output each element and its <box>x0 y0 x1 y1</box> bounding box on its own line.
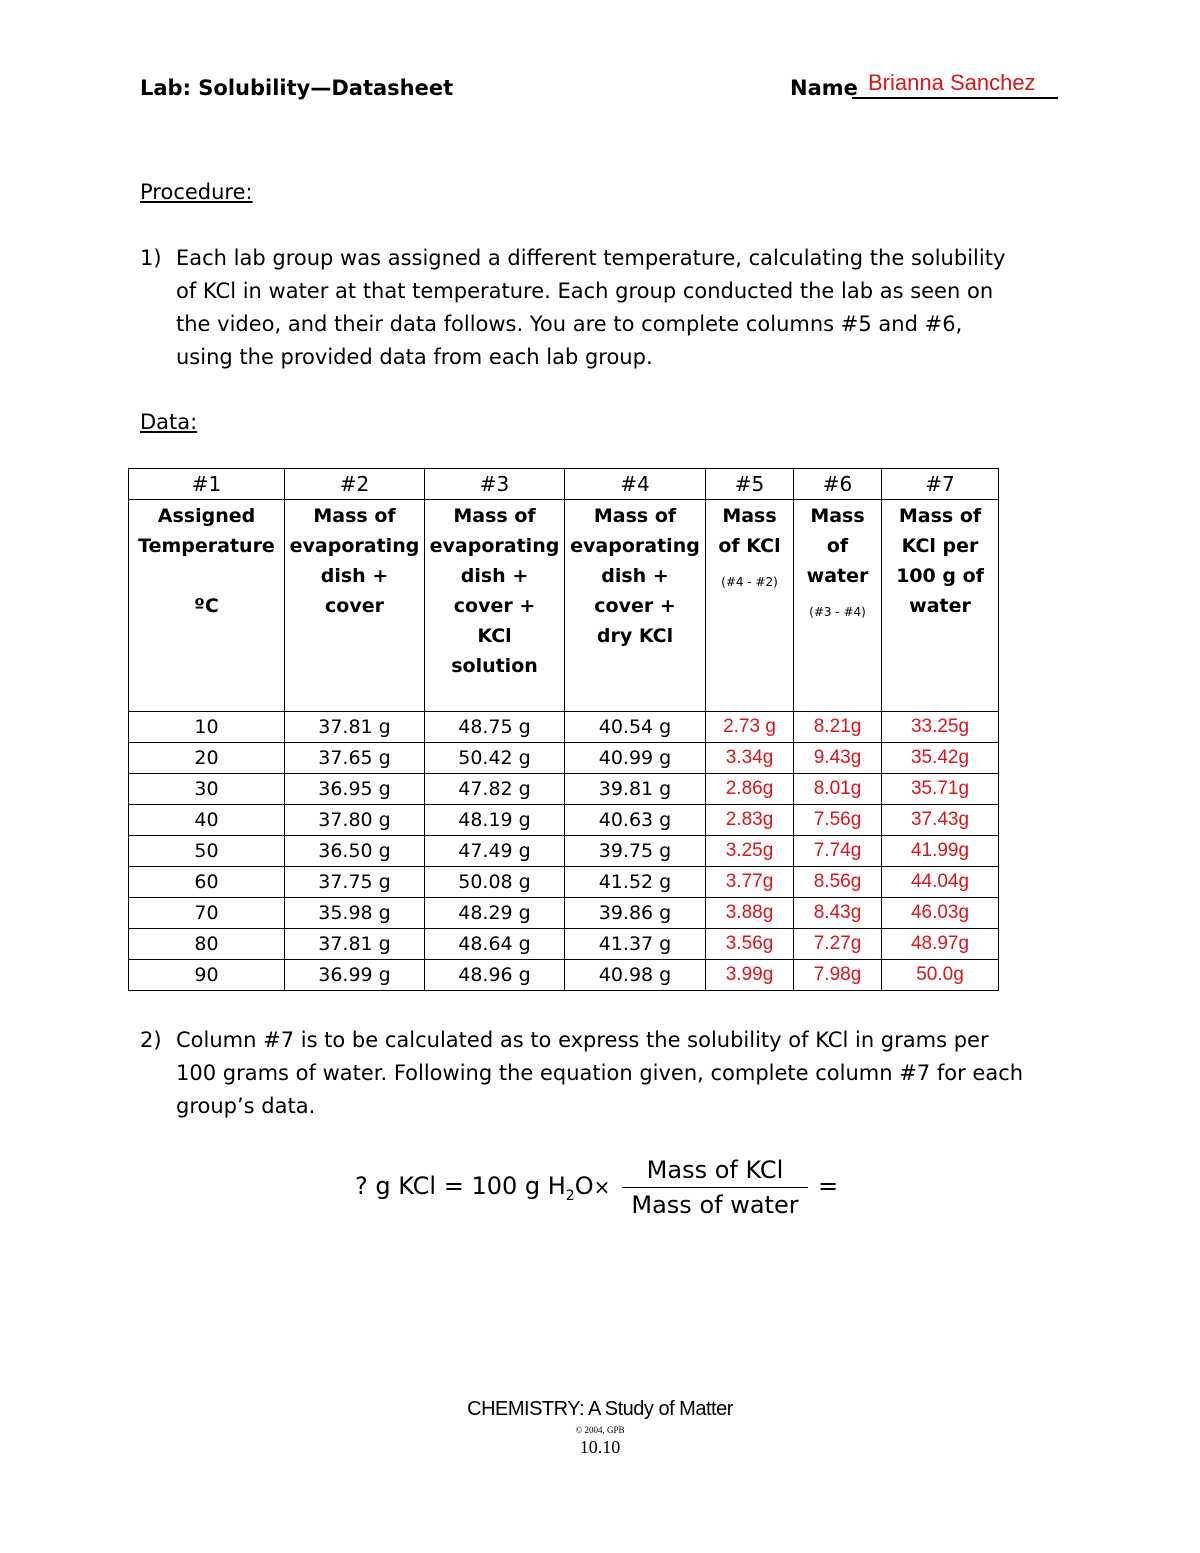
equation-subscript: 2 <box>565 1187 575 1204</box>
temperature-cell: 10 <box>129 712 285 743</box>
dish-cover-mass-cell: 37.65 g <box>285 743 425 774</box>
solution-mass-cell: 50.08 g <box>425 867 565 898</box>
solution-mass-cell: 48.96 g <box>425 960 565 991</box>
column-number: #1 <box>129 469 285 500</box>
kcl-per-100g-answer: 35.42g <box>882 743 999 774</box>
solution-mass-cell: 47.49 g <box>425 836 565 867</box>
step-2-line: group’s data. <box>176 1094 316 1118</box>
water-mass-answer: 8.56g <box>794 867 882 898</box>
column-header-line: Mass of <box>453 505 536 527</box>
kcl-per-100g-answer: 37.43g <box>882 805 999 836</box>
dry-kcl-mass-cell: 40.54 g <box>565 712 706 743</box>
table-row <box>129 712 999 743</box>
column-number: #7 <box>882 469 999 500</box>
column-header-line: Mass of <box>313 505 396 527</box>
dish-cover-mass-cell: 35.98 g <box>285 898 425 929</box>
step-1-line: the video, and their data follows. You are to complete columns #5 and #6, <box>176 312 963 336</box>
column-header <box>565 500 706 712</box>
step-2-number: 2) <box>140 1028 162 1052</box>
kcl-mass-answer: 3.34g <box>706 743 794 774</box>
column-header <box>129 500 285 712</box>
step-1-line: using the provided data from each lab group. <box>176 345 653 369</box>
column-header-line: Mass <box>810 505 865 527</box>
dish-cover-mass-cell: 37.75 g <box>285 867 425 898</box>
column-number-row <box>129 469 999 500</box>
column-header-line: of <box>826 535 849 557</box>
step-2-text <box>176 1024 1076 1123</box>
equation-fraction <box>622 1156 808 1219</box>
kcl-per-100g-answer: 41.99g <box>882 836 999 867</box>
dry-kcl-mass-cell: 39.81 g <box>565 774 706 805</box>
table-row <box>129 929 999 960</box>
temperature-cell: 70 <box>129 898 285 929</box>
step-1-line: Each lab group was assigned a different temperature, calculating the solubility <box>176 246 1006 270</box>
table-row <box>129 774 999 805</box>
step-1-number: 1) <box>140 246 162 270</box>
solution-mass-cell: 48.75 g <box>425 712 565 743</box>
column-header-line: cover <box>325 595 384 617</box>
fraction-numerator: Mass of KCl <box>622 1156 808 1188</box>
column-header-line: dish + <box>601 565 669 587</box>
lab-title: Lab: Solubility—Datasheet <box>140 76 454 100</box>
water-mass-answer: 7.27g <box>794 929 882 960</box>
column-header-line: of KCl <box>718 535 781 557</box>
kcl-per-100g-answer: 33.25g <box>882 712 999 743</box>
kcl-per-100g-answer: 48.97g <box>882 929 999 960</box>
step-2-line: Column #7 is to be calculated as to express the solubility of KCl in grams per <box>176 1028 989 1052</box>
column-header-line: Mass of <box>593 505 677 527</box>
equation-times: × <box>593 1175 611 1199</box>
water-mass-answer: 7.56g <box>794 805 882 836</box>
column-header-line <box>129 561 284 591</box>
column-header-line: water <box>806 565 869 587</box>
step-1-line: of KCl in water at that temperature. Each group conducted the lab as seen on <box>176 279 994 303</box>
column-header <box>794 500 882 712</box>
step-2-line: 100 grams of water. Following the equation given, complete column #7 for each <box>176 1061 1024 1085</box>
equation-equals: = <box>818 1172 839 1200</box>
column-header <box>285 500 425 712</box>
kcl-per-100g-answer: 50.0g <box>882 960 999 991</box>
footer-page-number: 10.10 <box>579 1437 621 1457</box>
dry-kcl-mass-cell: 39.75 g <box>565 836 706 867</box>
dry-kcl-mass-cell: 41.52 g <box>565 867 706 898</box>
water-mass-answer: 8.21g <box>794 712 882 743</box>
water-mass-answer: 7.98g <box>794 960 882 991</box>
kcl-per-100g-answer: 46.03g <box>882 898 999 929</box>
column-header-line: solution <box>451 655 538 677</box>
dish-cover-mass-cell: 36.95 g <box>285 774 425 805</box>
temperature-cell: 20 <box>129 743 285 774</box>
column-header-line: ºC <box>194 595 219 617</box>
column-number: #6 <box>794 469 882 500</box>
solution-mass-cell: 48.19 g <box>425 805 565 836</box>
kcl-mass-answer: 2.83g <box>706 805 794 836</box>
temperature-cell: 90 <box>129 960 285 991</box>
name-label: Name <box>790 76 858 100</box>
column-header-line: Mass <box>722 505 777 527</box>
kcl-mass-answer: 2.73 g <box>706 712 794 743</box>
temperature-cell: 50 <box>129 836 285 867</box>
student-name: Brianna Sanchez <box>868 70 1036 95</box>
column-header-line: KCl per <box>901 535 979 557</box>
name-underline <box>852 97 1058 99</box>
temperature-cell: 80 <box>129 929 285 960</box>
water-mass-answer: 9.43g <box>794 743 882 774</box>
kcl-per-100g-answer: 35.71g <box>882 774 999 805</box>
kcl-mass-answer: 3.99g <box>706 960 794 991</box>
column-header-line: cover + <box>453 595 536 617</box>
column-header-line: Temperature <box>138 535 275 557</box>
equation-lhs-text: ? g KCl = 100 g H <box>355 1172 566 1200</box>
solution-mass-cell: 48.29 g <box>425 898 565 929</box>
footer-book-title: CHEMISTRY: A Study of Matter <box>467 1398 733 1420</box>
solution-mass-cell: 48.64 g <box>425 929 565 960</box>
column-header-line: evaporating <box>570 535 700 557</box>
kcl-per-100g-answer: 44.04g <box>882 867 999 898</box>
dry-kcl-mass-cell: 39.86 g <box>565 898 706 929</box>
column-header-line: dish + <box>460 565 529 587</box>
dish-cover-mass-cell: 37.81 g <box>285 712 425 743</box>
table-row <box>129 960 999 991</box>
dry-kcl-mass-cell: 40.98 g <box>565 960 706 991</box>
column-header-line: dish + <box>320 565 389 587</box>
dish-cover-mass-cell: 37.80 g <box>285 805 425 836</box>
data-heading: Data: <box>140 410 198 434</box>
dry-kcl-mass-cell: 40.63 g <box>565 805 706 836</box>
table-row <box>129 836 999 867</box>
temperature-cell: 30 <box>129 774 285 805</box>
column-header <box>425 500 565 712</box>
dish-cover-mass-cell: 36.50 g <box>285 836 425 867</box>
column-header-line: evaporating <box>429 535 560 557</box>
dish-cover-mass-cell: 36.99 g <box>285 960 425 991</box>
kcl-mass-answer: 3.25g <box>706 836 794 867</box>
column-header-line: cover + <box>594 595 676 617</box>
column-number: #3 <box>425 469 565 500</box>
data-table <box>128 468 999 991</box>
table-row <box>129 805 999 836</box>
kcl-mass-answer: 3.77g <box>706 867 794 898</box>
column-header-line: KCl <box>477 625 512 647</box>
fraction-denominator: Mass of water <box>631 1191 799 1219</box>
solution-mass-cell: 50.42 g <box>425 743 565 774</box>
kcl-mass-answer: 2.86g <box>706 774 794 805</box>
water-mass-answer: 8.01g <box>794 774 882 805</box>
equation-lhs-o: O <box>574 1172 594 1200</box>
dry-kcl-mass-cell: 41.37 g <box>565 929 706 960</box>
column-header-line: water <box>909 595 971 617</box>
column-header-line: dry KCl <box>596 625 674 647</box>
column-header-line: evaporating <box>289 535 420 557</box>
water-mass-answer: 7.74g <box>794 836 882 867</box>
column-header-line: Assigned <box>157 505 256 527</box>
column-formula-note: (#4 - #2) <box>721 575 778 589</box>
column-number: #2 <box>285 469 425 500</box>
kcl-mass-answer: 3.56g <box>706 929 794 960</box>
footer-copyright: © 2004, GPB <box>575 1425 625 1435</box>
kcl-mass-answer: 3.88g <box>706 898 794 929</box>
step-1-text <box>176 242 1076 374</box>
column-number: #4 <box>565 469 706 500</box>
temperature-cell: 40 <box>129 805 285 836</box>
column-number: #5 <box>706 469 794 500</box>
column-header-line: 100 g of <box>896 565 984 587</box>
column-header-line: Mass of <box>898 505 982 527</box>
table-row <box>129 898 999 929</box>
procedure-heading: Procedure: <box>140 180 253 204</box>
dry-kcl-mass-cell: 40.99 g <box>565 743 706 774</box>
column-header-row <box>129 500 999 712</box>
table-row <box>129 743 999 774</box>
column-header <box>706 500 794 712</box>
column-formula-note: (#3 - #4) <box>809 605 866 619</box>
column-header <box>882 500 999 712</box>
solution-mass-cell: 47.82 g <box>425 774 565 805</box>
water-mass-answer: 8.43g <box>794 898 882 929</box>
table-row <box>129 867 999 898</box>
temperature-cell: 60 <box>129 867 285 898</box>
dish-cover-mass-cell: 37.81 g <box>285 929 425 960</box>
equation-left-side <box>355 1172 610 1204</box>
